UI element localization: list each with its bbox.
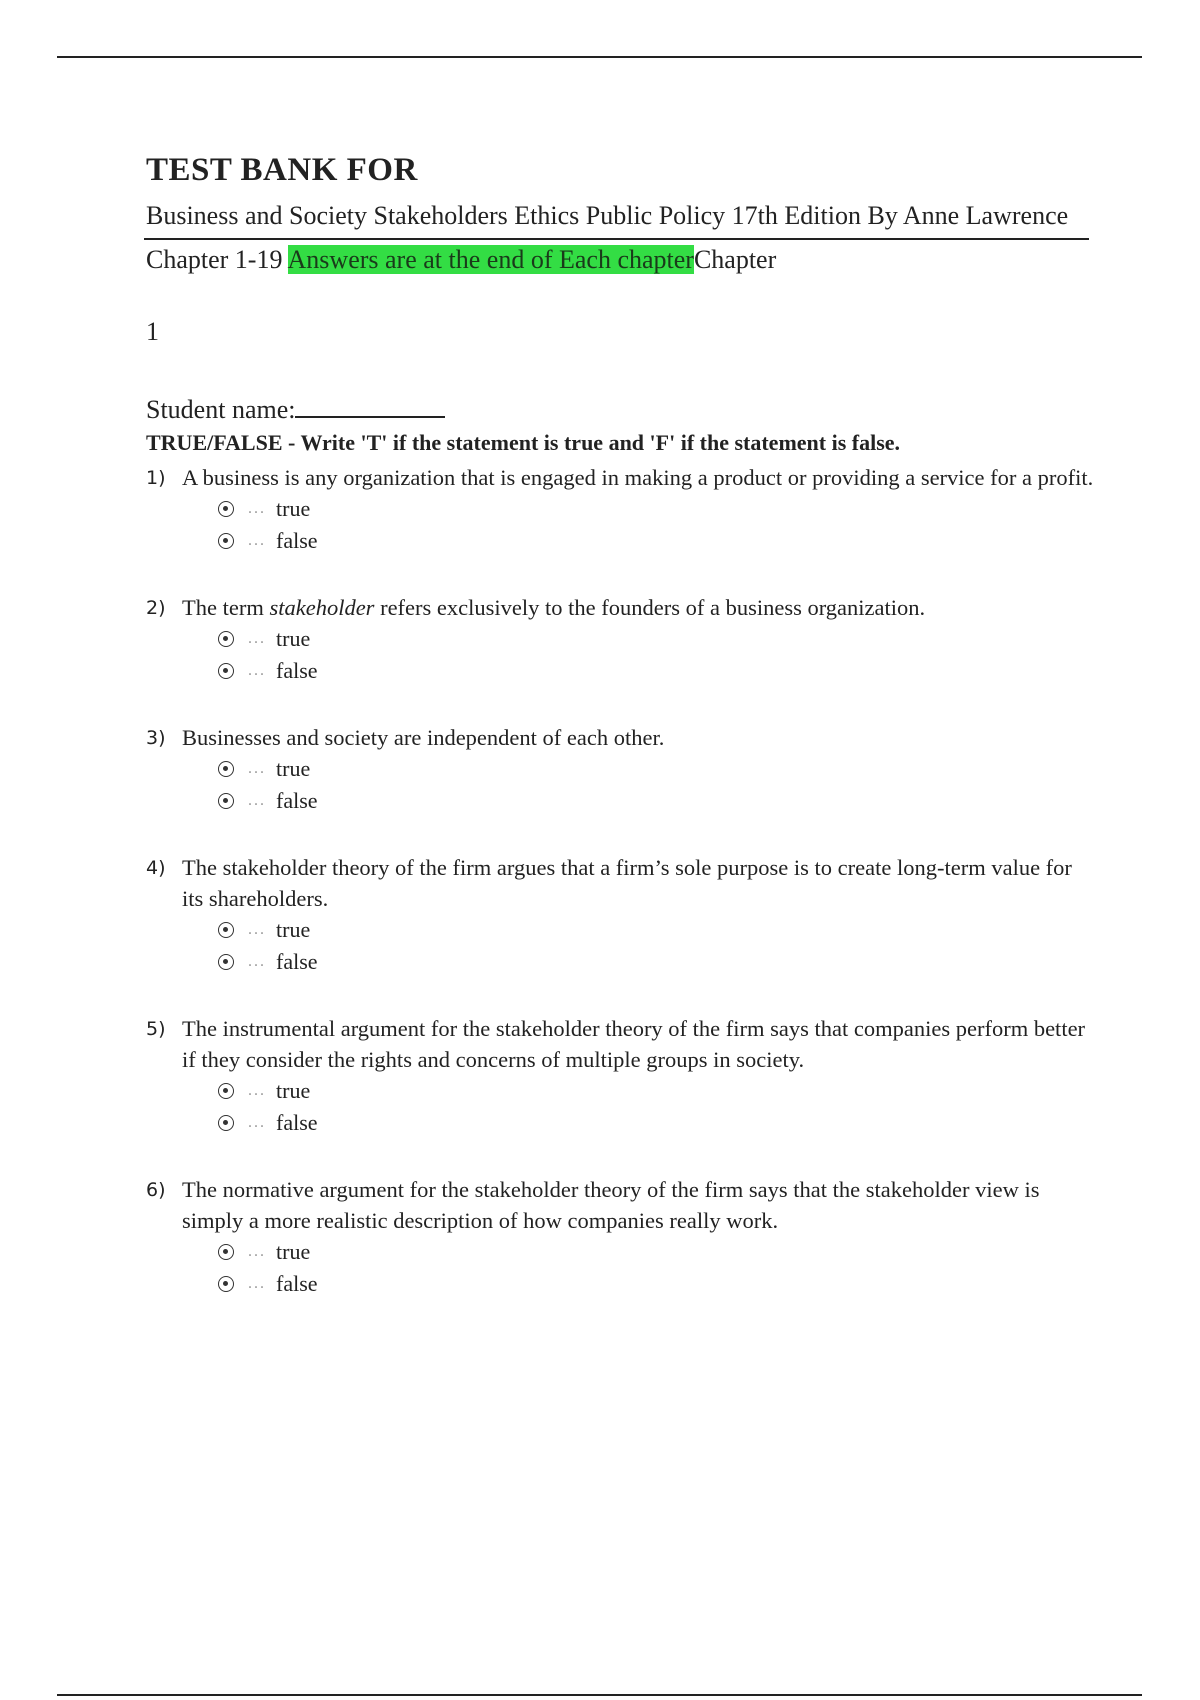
question-text-part: refers exclusively to the founders of a business organization. <box>374 595 926 620</box>
leader-dots: ... <box>248 662 266 679</box>
question-text <box>182 1013 1096 1075</box>
radio-icon[interactable] <box>218 1244 234 1260</box>
leader-dots: ... <box>248 1243 266 1260</box>
option-false[interactable] <box>218 946 1096 978</box>
question-text <box>182 1174 1096 1236</box>
leader-dots: ... <box>248 1275 266 1292</box>
option-label: true <box>276 917 311 942</box>
student-name-label: Student name: <box>146 395 296 424</box>
chapter-suffix: Chapter <box>693 245 777 274</box>
answer-options <box>218 914 1096 978</box>
question-number: 6) <box>146 1179 166 1201</box>
option-label: true <box>276 756 311 781</box>
option-true[interactable] <box>218 753 1096 785</box>
radio-icon[interactable] <box>218 922 234 938</box>
question-3 <box>146 722 1096 848</box>
top-rule <box>57 56 1142 58</box>
question-spacer <box>146 817 1096 848</box>
leader-dots: ... <box>248 630 266 647</box>
option-label: true <box>276 626 311 651</box>
option-label: false <box>276 788 318 813</box>
question-spacer <box>146 557 1096 588</box>
leader-dots: ... <box>248 760 266 777</box>
option-false[interactable] <box>218 1107 1096 1139</box>
radio-icon[interactable] <box>218 631 234 647</box>
option-false[interactable] <box>218 1268 1096 1300</box>
question-4 <box>146 852 1096 1009</box>
option-label: false <box>276 1110 318 1135</box>
question-spacer <box>146 978 1096 1009</box>
document-title: TEST BANK FOR <box>146 152 418 188</box>
chapter-number: 1 <box>146 317 159 346</box>
answer-options <box>218 1236 1096 1300</box>
question-number: 4) <box>146 857 166 879</box>
title-rule <box>144 238 1089 240</box>
question-6 <box>146 1174 1096 1300</box>
answer-options <box>218 1075 1096 1139</box>
student-name-blank[interactable] <box>295 390 445 418</box>
question-2 <box>146 592 1096 718</box>
radio-icon[interactable] <box>218 761 234 777</box>
question-text <box>182 852 1096 914</box>
radio-icon[interactable] <box>218 533 234 549</box>
question-1 <box>146 462 1096 588</box>
question-spacer <box>146 687 1096 718</box>
question-number: 5) <box>146 1018 166 1040</box>
option-label: true <box>276 496 311 521</box>
student-name-line <box>146 390 1096 428</box>
option-label: false <box>276 949 318 974</box>
option-false[interactable] <box>218 785 1096 817</box>
chapter-prefix: Chapter 1-19 <box>146 245 288 274</box>
radio-icon[interactable] <box>218 793 234 809</box>
answer-options <box>218 753 1096 817</box>
option-label: false <box>276 528 318 553</box>
option-label: true <box>276 1078 311 1103</box>
leader-dots: ... <box>248 953 266 970</box>
question-text <box>182 722 1096 753</box>
radio-icon[interactable] <box>218 1083 234 1099</box>
leader-dots: ... <box>248 792 266 809</box>
question-text-part: The instrumental argument for the stakeholder theory of the firm says that companies perform better if they consider the rights and concerns of multiple groups in society. <box>182 1016 1086 1072</box>
option-true[interactable] <box>218 493 1096 525</box>
question-text <box>182 462 1096 493</box>
chapter-line <box>146 242 1096 278</box>
highlighted-note: Answers are at the end of Each chapter <box>287 245 694 274</box>
question-spacer <box>146 1139 1096 1170</box>
radio-icon[interactable] <box>218 663 234 679</box>
radio-icon[interactable] <box>218 954 234 970</box>
option-true[interactable] <box>218 1236 1096 1268</box>
option-label: false <box>276 1271 318 1296</box>
option-true[interactable] <box>218 1075 1096 1107</box>
question-5 <box>146 1013 1096 1170</box>
section-instructions: TRUE/FALSE - Write 'T' if the statement is true and 'F' if the statement is false. <box>146 430 901 455</box>
question-text <box>182 592 1096 623</box>
option-false[interactable] <box>218 525 1096 557</box>
option-false[interactable] <box>218 655 1096 687</box>
radio-icon[interactable] <box>218 1115 234 1131</box>
document-body <box>146 150 1096 1300</box>
answer-options <box>218 623 1096 687</box>
question-text-part: Businesses and society are independent of each other. <box>182 725 665 750</box>
question-text-part: The stakeholder theory of the firm argues that a firm’s sole purpose is to create long-term value for its shareholders. <box>182 855 1072 911</box>
radio-icon[interactable] <box>218 501 234 517</box>
leader-dots: ... <box>248 500 266 517</box>
leader-dots: ... <box>248 1114 266 1131</box>
question-number: 1) <box>146 467 166 489</box>
question-number: 2) <box>146 597 166 619</box>
option-true[interactable] <box>218 914 1096 946</box>
option-label: false <box>276 658 318 683</box>
answer-options <box>218 493 1096 557</box>
bottom-rule <box>57 1694 1142 1696</box>
question-term: stakeholder <box>269 595 375 620</box>
radio-icon[interactable] <box>218 1276 234 1292</box>
leader-dots: ... <box>248 1082 266 1099</box>
question-text-part: The term <box>182 595 270 620</box>
option-label: true <box>276 1239 311 1264</box>
question-text-part: A business is any organization that is engaged in making a product or providing a service for a profit. <box>182 465 1094 490</box>
option-true[interactable] <box>218 623 1096 655</box>
leader-dots: ... <box>248 921 266 938</box>
question-number: 3) <box>146 727 166 749</box>
book-title: Business and Society Stakeholders Ethics Public Policy 17th Edition By Anne Lawrence <box>146 201 1069 230</box>
leader-dots: ... <box>248 532 266 549</box>
question-list <box>146 462 1096 1300</box>
question-text-part: The normative argument for the stakeholder theory of the firm says that the stakeholder view is simply a more realistic description of how companies really work. <box>182 1177 1040 1233</box>
